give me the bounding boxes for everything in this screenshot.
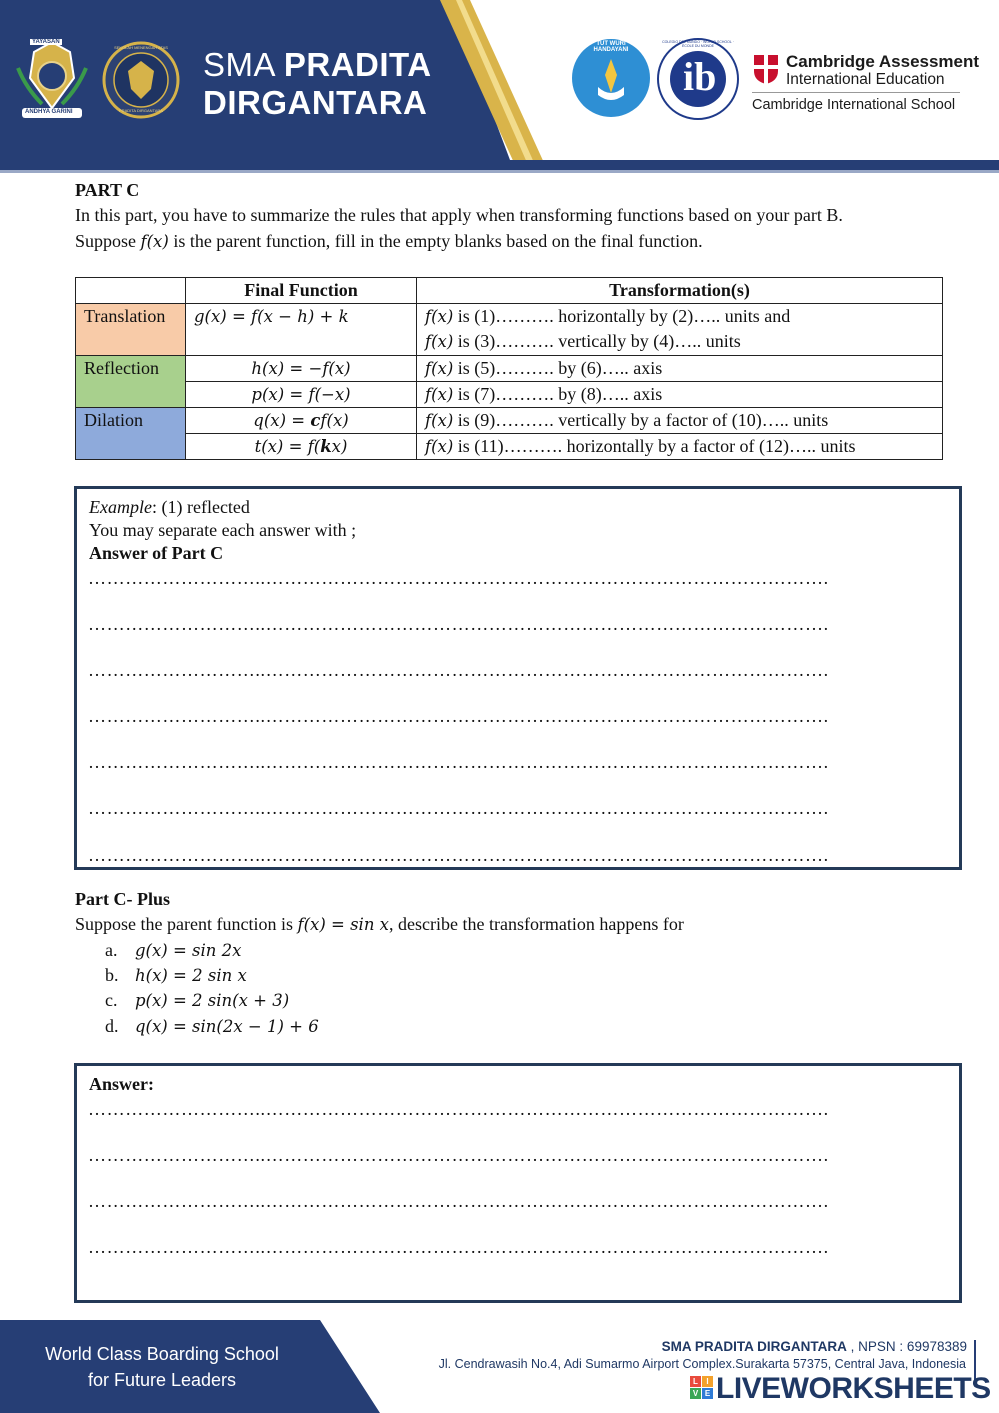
reflection-row1-fx: f(x) bbox=[425, 359, 454, 378]
liveworksheets-watermark[interactable]: LIVEWORKSHEETS bbox=[716, 1372, 991, 1405]
lw-letter-v: V bbox=[690, 1388, 701, 1399]
translation-line2-text: is (3)………. vertically by (4)….. units bbox=[453, 331, 741, 351]
table-header-final-function: Final Function bbox=[186, 278, 417, 304]
answer-plus-line-2[interactable]: ………………………..………………………………………………………………………………. bbox=[88, 1145, 829, 1165]
table-header-transformations: Transformation(s) bbox=[417, 278, 943, 304]
list-expr-c: p(x) = 2 sin(x + 3) bbox=[135, 991, 290, 1010]
sma-seal-bottom-text: PRADITA DIRGANTARA bbox=[119, 108, 163, 113]
part-c-suppose bbox=[75, 228, 955, 255]
reflection-row2-fx: f(x) bbox=[425, 385, 454, 404]
reflection-row1-function-expr: h(x) = −f(x) bbox=[251, 359, 351, 378]
table-row-translation bbox=[76, 304, 943, 356]
dilation-row1-function-pre: q(x) = bbox=[253, 411, 311, 430]
reflection-row2-function bbox=[186, 382, 417, 408]
example-text: : (1) reflected bbox=[151, 497, 250, 517]
reflection-label: Reflection bbox=[76, 356, 186, 408]
cambridge-title: Cambridge Assessment bbox=[786, 52, 980, 71]
reflection-row2-function-expr: p(x) = f(−x) bbox=[251, 385, 351, 404]
dilation-row2-function-bold: k bbox=[320, 437, 332, 456]
answer-plus-title: Answer: bbox=[89, 1074, 154, 1094]
translation-label: Translation bbox=[76, 304, 186, 356]
dilation-row1-function bbox=[186, 408, 417, 434]
answer-line-3[interactable]: ………………………..………………………………………………………………………………. bbox=[88, 660, 829, 680]
list-item bbox=[105, 962, 247, 989]
answer-plus-line-4[interactable]: ………………………..………………………………………………………………………………. bbox=[88, 1237, 829, 1257]
plus-suppose-fx: f(x) = sin x bbox=[297, 915, 389, 934]
school-name-prefix: SMA bbox=[203, 46, 275, 83]
separate-note: You may separate each answer with ; bbox=[89, 520, 357, 540]
dilation-label: Dilation bbox=[76, 408, 186, 460]
dilation-row2-function-pre: t(x) = f( bbox=[254, 437, 321, 456]
answer-plus-line-3[interactable]: ………………………..………………………………………………………………………………. bbox=[88, 1191, 829, 1211]
table-header-row bbox=[76, 278, 943, 304]
list-marker-d: d. bbox=[105, 1016, 119, 1036]
part-c-plus-suppose bbox=[75, 911, 955, 938]
translation-function bbox=[186, 304, 417, 356]
dilation-row2-fx: f(x) bbox=[425, 437, 454, 456]
ib-ring-text: COLEGIO DEL MUNDO · WORLD SCHOOL · ÉCOLE DU MONDE bbox=[662, 40, 734, 48]
translation-function-expr: g(x) = f(x − h) + k bbox=[194, 307, 349, 326]
yayasan-logo-top-text: YAYASAN bbox=[32, 39, 60, 45]
table-row-dilation-1 bbox=[76, 408, 943, 434]
translation-line1-fx: f(x) bbox=[425, 307, 454, 326]
translation-description bbox=[417, 304, 943, 356]
footer-school-name: SMA PRADITA DIRGANTARA bbox=[661, 1339, 847, 1354]
dilation-row1-function-bold: c bbox=[310, 411, 321, 430]
answer-line-1[interactable]: ………………………..………………………………………………………………………………. bbox=[88, 568, 829, 588]
dilation-row2-text: is (11)………. horizontally by a factor of (12)….. units bbox=[453, 436, 856, 456]
answer-line-5[interactable]: ………………………..………………………………………………………………………………. bbox=[88, 752, 829, 772]
dilation-row1-text: is (9)………. vertically by a factor of (10)….. units bbox=[453, 410, 829, 430]
list-expr-a: g(x) = sin 2x bbox=[135, 941, 242, 960]
footer-slogan-line-2: for Future Leaders bbox=[87, 1370, 237, 1390]
part-c-title: PART C bbox=[75, 180, 140, 200]
dilation-row2-description bbox=[417, 434, 943, 460]
transformations-table bbox=[75, 277, 943, 460]
cambridge-divider bbox=[752, 92, 960, 93]
lw-letter-i: I bbox=[702, 1376, 713, 1387]
reflection-row2-description bbox=[417, 382, 943, 408]
dilation-row1-description bbox=[417, 408, 943, 434]
table-row-reflection-2 bbox=[76, 382, 943, 408]
reflection-row1-function bbox=[186, 356, 417, 382]
table-row-dilation-2 bbox=[76, 434, 943, 460]
liveworksheets-logo-icon bbox=[690, 1376, 714, 1400]
list-marker-a: a. bbox=[105, 940, 118, 960]
part-c-intro: In this part, you have to summarize the rules that apply when transforming functions based on your part B. bbox=[75, 205, 843, 225]
list-item bbox=[105, 937, 241, 964]
footer-school bbox=[662, 1339, 967, 1354]
sma-seal-top-text: SEKOLAH MENENGAH ATAS bbox=[114, 45, 168, 50]
answer-line-4[interactable]: ………………………..………………………………………………………………………………. bbox=[88, 706, 829, 726]
list-expr-b: h(x) = 2 sin x bbox=[135, 966, 247, 985]
school-name-bold-2: DIRGANTARA bbox=[203, 84, 428, 121]
cambridge-shield-icon bbox=[752, 53, 780, 85]
footer-npsn: , NPSN : 69978389 bbox=[846, 1339, 967, 1354]
answer-plus-line-1[interactable]: ………………………..………………………………………………………………………………. bbox=[88, 1099, 829, 1119]
suppose-fx: f(x) bbox=[140, 232, 169, 251]
reflection-row1-text: is (5)………. by (6)….. axis bbox=[453, 358, 663, 378]
suppose-post: is the parent function, fill in the empty blanks based on the final function. bbox=[168, 231, 703, 251]
translation-line2-fx: f(x) bbox=[425, 332, 454, 351]
answer-part-c-title: Answer of Part C bbox=[89, 543, 224, 563]
example-label: Example bbox=[89, 497, 152, 517]
footer-address: Jl. Cendrawasih No.4, Adi Sumarmo Airport Complex.Surakarta 57375, Central Java, Indonesia bbox=[438, 1357, 966, 1371]
plus-suppose-pre: Suppose the parent function is bbox=[75, 914, 298, 934]
plus-suppose-post: , describe the transformation happens for bbox=[389, 914, 684, 934]
suppose-pre: Suppose bbox=[75, 231, 141, 251]
dilation-row2-function bbox=[186, 434, 417, 460]
lw-letter-l: L bbox=[690, 1376, 701, 1387]
yayasan-logo-bottom-text: ANDHYA GARINI bbox=[25, 109, 73, 115]
list-expr-d: q(x) = sin(2x − 1) + 6 bbox=[135, 1017, 319, 1036]
cambridge-school: Cambridge International School bbox=[752, 97, 956, 113]
lw-letter-e: E bbox=[702, 1388, 713, 1399]
dilation-row2-function-post: x) bbox=[331, 437, 348, 456]
school-name-bold-1: PRADITA bbox=[283, 46, 432, 83]
table-row-reflection-1 bbox=[76, 356, 943, 382]
list-marker-b: b. bbox=[105, 965, 119, 985]
list-item bbox=[105, 1013, 319, 1040]
table-header-empty bbox=[76, 278, 186, 304]
translation-line1-text: is (1)………. horizontally by (2)….. units and bbox=[453, 306, 791, 326]
dilation-row1-fx: f(x) bbox=[425, 411, 454, 430]
ib-letters: ib bbox=[683, 54, 717, 99]
list-marker-c: c. bbox=[105, 990, 118, 1010]
answer-line-6[interactable]: ………………………..………………………………………………………………………………. bbox=[88, 798, 829, 818]
footer-slogan-line-1: World Class Boarding School bbox=[45, 1344, 279, 1364]
cambridge-subtitle: International Education bbox=[786, 71, 945, 88]
reflection-row2-text: is (7)………. by (8)….. axis bbox=[453, 384, 663, 404]
answer-line-7[interactable]: ………………………..………………………………………………………………………………. bbox=[88, 845, 829, 865]
part-c-plus-title: Part C- Plus bbox=[75, 889, 170, 909]
reflection-row1-description bbox=[417, 356, 943, 382]
answer-line-2[interactable]: ………………………..………………………………………………………………………………. bbox=[88, 614, 829, 634]
school-name bbox=[203, 46, 432, 122]
tut-wuri-text: TUT WURI HANDAYANI bbox=[593, 41, 629, 53]
dilation-row1-function-post: f(x) bbox=[320, 411, 349, 430]
list-item bbox=[105, 987, 289, 1014]
